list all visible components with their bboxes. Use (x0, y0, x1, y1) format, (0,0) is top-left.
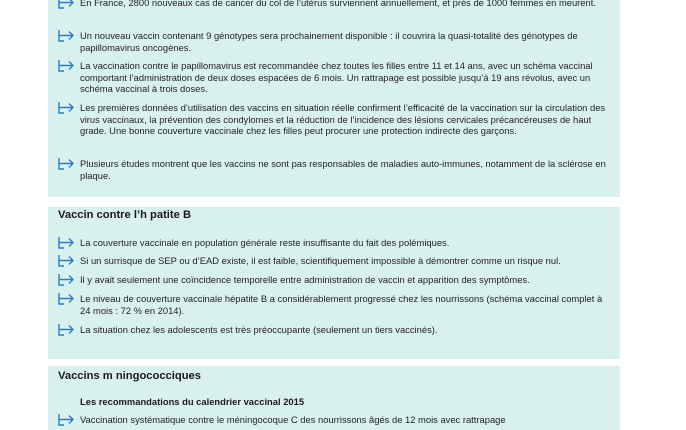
bullet-text: La vaccination contre le papillomavirus est recommandée chez toutes les filles entre 11 et 14 ans, avec un schéma vaccinal comportant l’administration de deux doses espacées de 6 mois. Un rattrapage est possible jusqu’à 19 ans révolus, avec un schéma vaccinal à trois doses. (80, 60, 593, 94)
meningococcal-section-box (48, 366, 620, 430)
list-item (58, 255, 608, 267)
bullet-text: La couverture vaccinale en population générale reste insuffisante du fait des polémiques. (80, 237, 450, 248)
list-item (58, 237, 608, 249)
list-item (58, 0, 608, 9)
list-item (58, 324, 608, 336)
bullet-text: Un nouveau vaccin contenant 9 génotypes sera prochainement disponible : il couvrira la quasi-totalité des génotypes de papillomavirus oncogènes. (80, 30, 578, 53)
list-item (58, 102, 608, 137)
arrow-right-icon (58, 157, 76, 170)
list-item (58, 60, 608, 95)
arrow-right-icon (58, 292, 76, 305)
list-item (58, 274, 608, 286)
hepatitis-b-section-box (48, 207, 620, 359)
arrow-right-icon (58, 323, 76, 336)
bullet-text: Le niveau de couverture vaccinale hépatite B a considérablement progressé chez les nourrissons (schéma vaccinal complet à 24 mois : 72 % en 2014). (80, 293, 603, 316)
bullet-text: Si un surrisque de SEP ou d’EAD existe, il est faible, scientifiquement impossible à démontrer comme un risque nul. (80, 255, 561, 266)
bullet-text: La situation chez les adolescents est très préoccupante (seulement un tiers vaccinés). (80, 324, 438, 335)
section-heading: Vaccin contre l’h patite B (58, 209, 192, 221)
hpv-section-box (48, 0, 620, 197)
bullet-text: Vaccination systématique contre le méningocoque C des nourrissons âgés de 12 mois avec rattrapage (80, 414, 506, 425)
list-item (58, 158, 608, 181)
arrow-right-icon (58, 101, 76, 114)
bullet-text: Les premières données d’utilisation des vaccins en situation réelle confirment l’efficacité de la vaccination sur la circulation des virus vaccinaux, la prévention des condylomes et la réduction de l’incidence des lésions cervicales précancéreuses de haut grade. Une bonne couverture vaccinale chez les filles peut procurer une protection indirecte des garçons. (80, 102, 606, 136)
list-item (58, 293, 608, 316)
arrow-right-icon (58, 29, 76, 42)
arrow-right-icon (58, 59, 76, 72)
arrow-right-icon (58, 273, 76, 286)
arrow-right-icon (58, 413, 76, 426)
arrow-right-icon (58, 0, 76, 9)
section-heading: Vaccins m ningococciques (58, 370, 202, 382)
bullet-text: Plusieurs études montrent que les vaccins ne sont pas responsables de maladies auto-immunes, notamment de la sclérose en plaque. (80, 158, 606, 181)
list-item (58, 414, 608, 426)
arrow-right-icon (58, 254, 76, 267)
bullet-text: En France, 2800 nouveaux cas de cancer du col de l’utérus surviennent annuellement, et près de 1000 femmes en meurent. (80, 0, 596, 8)
section-subheading: Les recommandations du calendrier vaccinal 2015 (80, 396, 305, 407)
arrow-right-icon (58, 236, 76, 249)
bullet-text: Il y avait seulement une coïncidence temporelle entre administration de vaccin et apparition des symptômes. (80, 274, 530, 285)
list-item (58, 30, 608, 53)
